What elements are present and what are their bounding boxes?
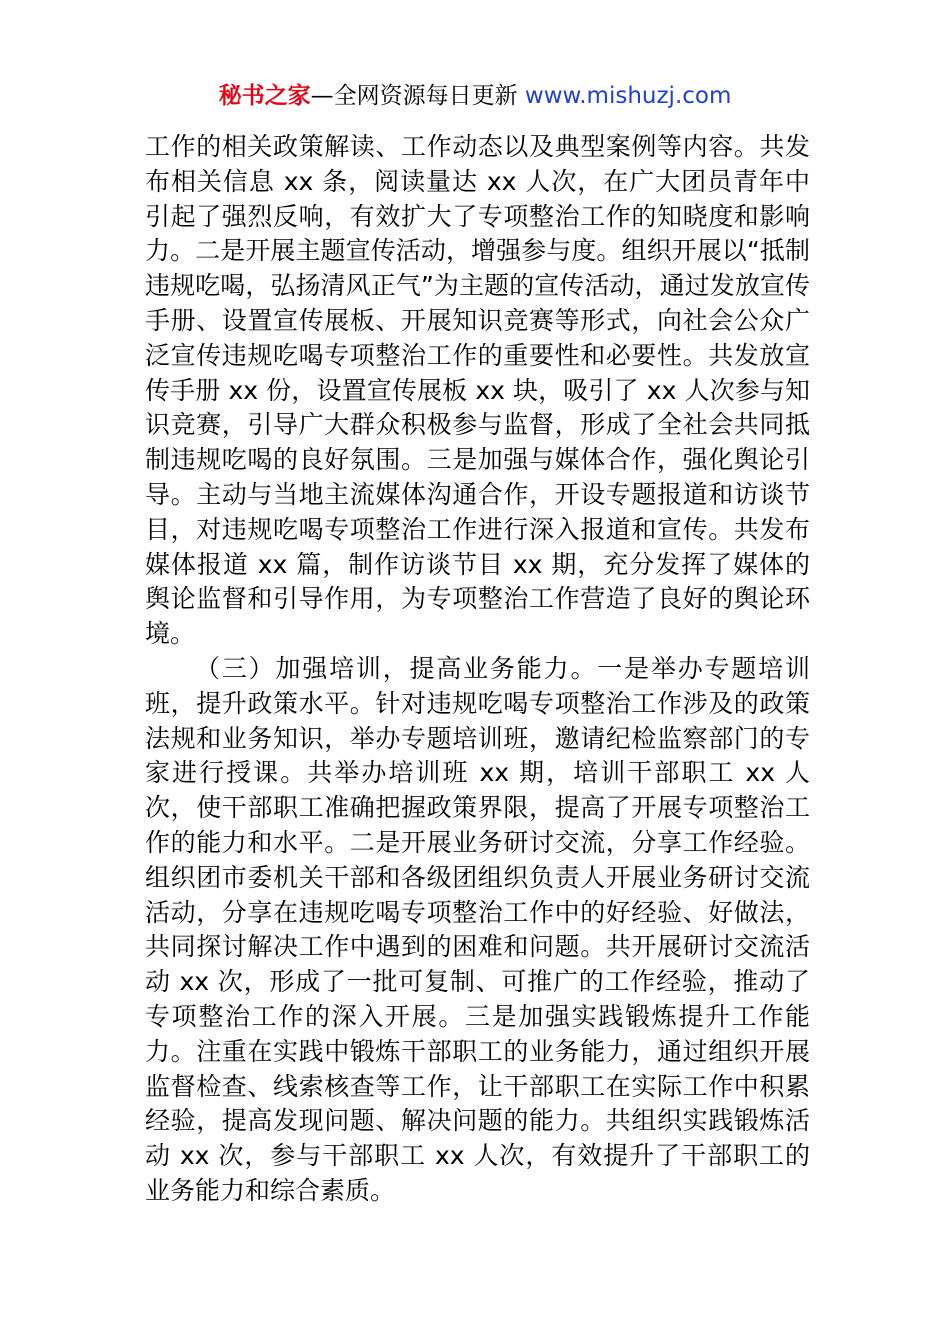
site-tagline: —全网资源每日更新: [310, 83, 518, 109]
document-body: [145, 130, 810, 1209]
paragraph-continued: 工作的相关政策解读、工作动态以及典型案例等内容。共发布相关信息 xx 条，阅读量达 xx 人次，在广大团员青年中引起了强烈反响，有效扩大了专项整治工作的知晓度和影响力。二是开展主题宣传活动，增强参与度。组织开展以“抵制违规吃喝，弘扬清风正气”为主题的宣传活动，通过发放宣传手册、设置宣传展板、开展知识竞赛等形式，向社会公众广泛宣传违规吃喝专项整治工作的重要性和必要性。共发放宣传手册 xx 份，设置宣传展板 xx 块，吸引了 xx 人次参与知识竞赛，引导广大群众积极参与监督，形成了全社会共同抵制违规吃喝的良好氛围。三是加强与媒体合作，强化舆论引导。主动与当地主流媒体沟通合作，开设专题报道和访谈节目，对违规吃喝专项整治工作进行深入报道和宣传。共发布媒体报道 xx 篇，制作访谈节目 xx 期，充分发挥了媒体的舆论监督和引导作用，为专项整治工作营造了良好的舆论环境。: [145, 132, 810, 649]
site-url-link[interactable]: www.mishuzj.com: [524, 83, 732, 109]
page-header: [0, 80, 950, 112]
site-brand: 秘书之家: [218, 83, 311, 109]
paragraph-section-3: （三）加强培训，提高业务能力。一是举办专题培训班，提升政策水平。针对违规吃喝专项整治工作涉及的政策法规和业务知识，举办专题培训班，邀请纪检监察部门的专家进行授课。共举办培训班 xx 期，培训干部职工 xx 人次，使干部职工准确把握政策界限，提高了开展专项整治工作的能力和水平。二是开展业务研讨交流，分享工作经验。组织团市委机关干部和各级团组织负责人开展业务研讨交流活动，分享在违规吃喝专项整治工作中的好经验、好做法，共同探讨解决工作中遇到的困难和问题。共开展研讨交流活动 xx 次，形成了一批可复制、可推广的工作经验，推动了专项整治工作的深入开展。三是加强实践锻炼提升工作能力。注重在实践中锻炼干部职工的业务能力，通过组织开展监督检查、线索核查等工作，让干部职工在实际工作中积累经验，提高发现问题、解决问题的能力。共组织实践锻炼活动 xx 次，参与干部职工 xx 人次，有效提升了干部职工的业务能力和综合素质。: [145, 653, 810, 1205]
